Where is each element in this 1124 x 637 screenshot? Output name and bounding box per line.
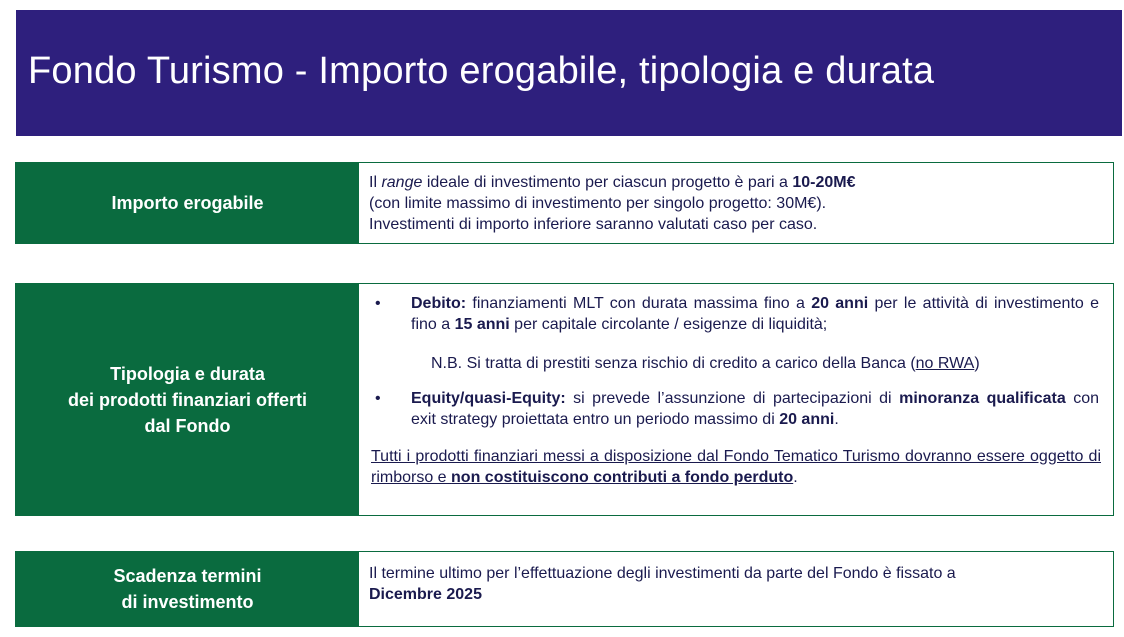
tipologia-label-line-1: Tipologia e durata <box>110 363 265 384</box>
equity-b1: minoranza qualificata <box>899 390 1066 407</box>
tipologia-content <box>359 284 1113 515</box>
debito-t1: finanziamenti MLT con durata massima fino a <box>466 295 812 312</box>
debito-title: Debito: <box>411 295 467 312</box>
final-bold: non costituiscono contributi a fondo perduto <box>451 469 794 486</box>
debito-text <box>411 293 1099 335</box>
importo-amount: 10-20M€ <box>792 174 856 191</box>
equity-text <box>411 388 1099 430</box>
debito-t2: per le attività di investimento e fino a <box>411 295 1099 333</box>
tipologia-label <box>16 284 359 515</box>
equity-t1: si prevede l’assunzione di partecipazioni di <box>565 390 900 407</box>
note-pre: N.B. Si tratta di prestiti senza rischio di credito a carico della Banca ( <box>431 355 916 372</box>
title-banner <box>16 10 1122 136</box>
scadenza-text: Il termine ultimo per l’effettuazione degli investimenti da parte del Fondo è fissato a <box>369 565 956 582</box>
equity-title: Equity/quasi-Equity: <box>411 390 566 407</box>
page-title: Fondo Turismo - Importo erogabile, tipologia e durata <box>28 50 935 92</box>
scadenza-date: Dicembre 2025 <box>369 586 482 603</box>
debito-t3: per capitale circolante / esigenze di liquidità; <box>509 316 828 333</box>
importo-line1-pre: Il <box>369 174 382 191</box>
scadenza-label <box>16 552 359 626</box>
bullet-icon: • <box>375 295 381 312</box>
debito-b2: 15 anni <box>454 316 510 333</box>
bullet-icon: • <box>375 390 381 407</box>
tipologia-label-line-2: dei prodotti finanziari offerti <box>68 389 307 410</box>
importo-content <box>359 163 1113 243</box>
equity-t3: . <box>834 411 839 428</box>
tipologia-row <box>15 283 1114 516</box>
note-post: ) <box>974 355 980 372</box>
importo-line-1 <box>369 172 1101 193</box>
scadenza-content <box>359 552 1113 626</box>
no-rwa-text: no RWA <box>915 355 975 372</box>
importo-label: Importo erogabile <box>16 163 359 243</box>
importo-row <box>15 162 1114 244</box>
importo-range-word: range <box>381 174 423 191</box>
scadenza-label-line-1: Scadenza termini <box>113 566 262 586</box>
equity-b2: 20 anni <box>779 411 835 428</box>
rwa-note <box>431 353 980 374</box>
debito-b1: 20 anni <box>811 295 869 312</box>
importo-line-3: Investimenti di importo inferiore saranno valutati caso per caso. <box>369 216 818 233</box>
importo-line-2: (con limite massimo di investimento per singolo progetto: 30M€). <box>369 195 827 212</box>
importo-line1-mid: ideale di investimento per ciascun progetto è pari a <box>422 174 793 191</box>
rimborso-statement <box>371 446 1101 488</box>
tipologia-label-line-3: dal Fondo <box>144 415 231 436</box>
equity-t2: con exit strategy proiettata entro un periodo massimo di <box>411 390 1100 428</box>
scadenza-label-line-2: di investimento <box>121 592 254 612</box>
final-text: Tutti i prodotti finanziari messi a disposizione dal Fondo Tematico Turismo dovranno essere oggetto di rimborso e <box>371 448 1101 486</box>
final-end: . <box>793 469 798 486</box>
scadenza-row <box>15 551 1114 627</box>
